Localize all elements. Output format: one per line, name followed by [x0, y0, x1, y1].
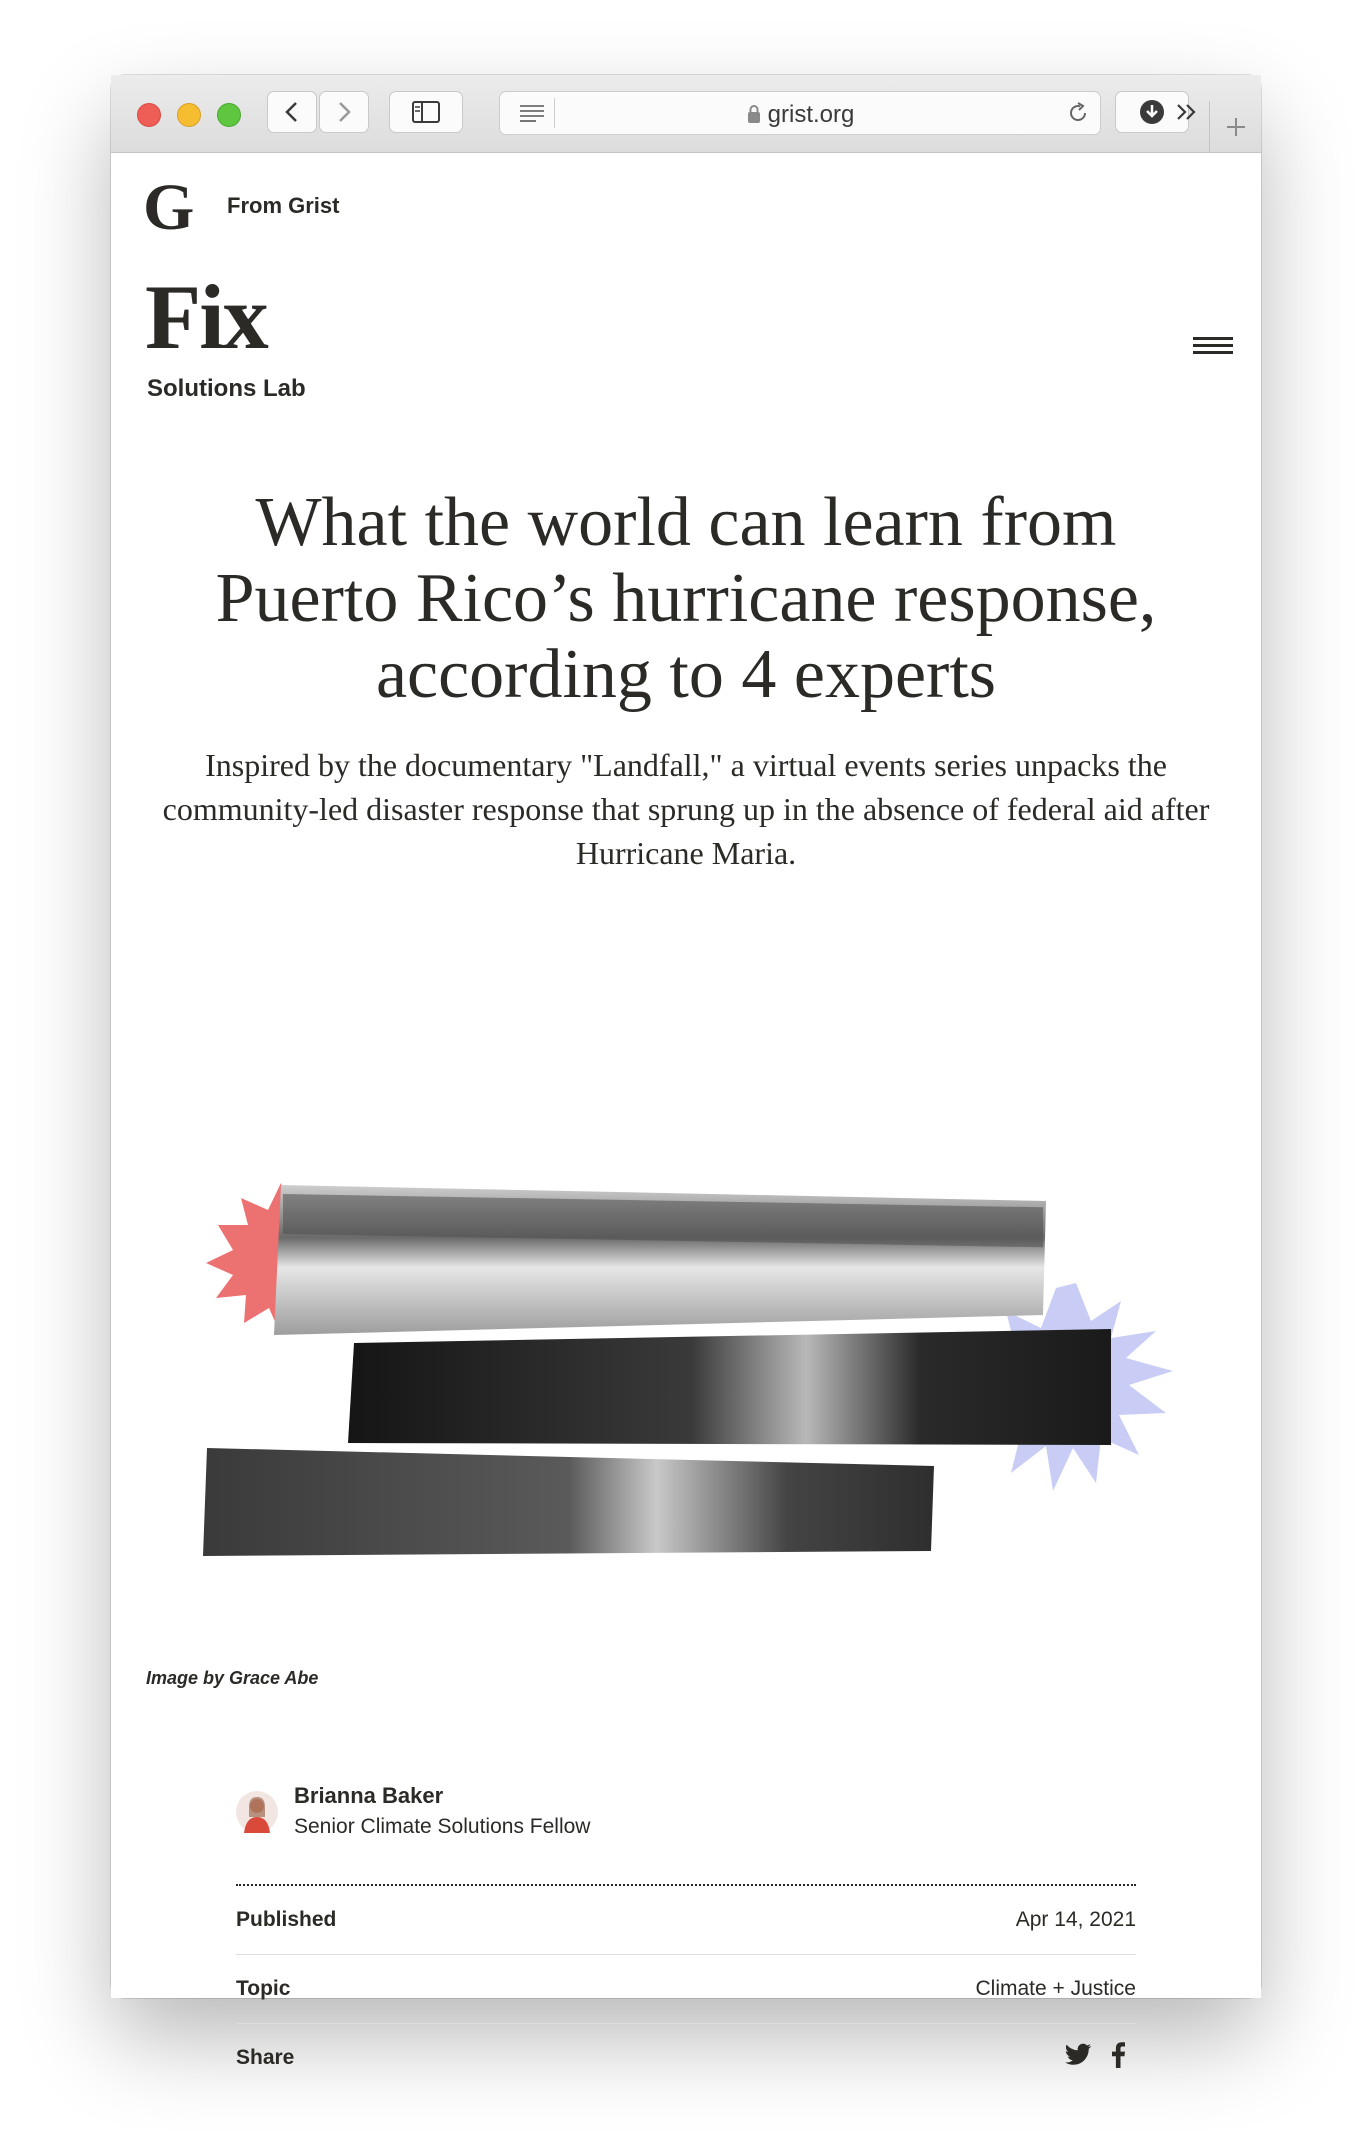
published-label: Published: [236, 1908, 337, 1931]
photo-strip-megaphone: [348, 1329, 1111, 1445]
share-row: [236, 2024, 1136, 2092]
published-row: [236, 1886, 1136, 1955]
plus-icon: [1224, 115, 1248, 139]
browser-toolbar: [111, 75, 1261, 153]
fix-subtitle: Solutions Lab: [147, 375, 306, 402]
chevron-left-icon: [282, 100, 302, 124]
url-text: grist.org: [767, 101, 855, 128]
from-grist-link[interactable]: From Grist: [227, 193, 340, 218]
sidebar-toggle-button[interactable]: [389, 91, 463, 133]
fix-logo[interactable]: Fix: [145, 266, 267, 368]
hamburger-menu-button[interactable]: [1193, 337, 1233, 361]
zoom-window-button[interactable]: [217, 103, 241, 127]
chevron-right-icon: [334, 100, 354, 124]
author-byline: [236, 1783, 1136, 1853]
article-dek: Inspired by the documentary "Landfall," a virtual events series unpacks the community-led disaster response that sprung up in the absence of federal aid after Hurricane Maria.: [162, 747, 1210, 871]
web-page: [111, 153, 1261, 2069]
author-role: Senior Climate Solutions Fellow: [294, 1815, 591, 1838]
published-date: Apr 14, 2021: [1015, 1908, 1136, 1931]
minimize-window-button[interactable]: [177, 103, 201, 127]
back-button[interactable]: [267, 91, 317, 133]
grist-logo[interactable]: G: [143, 171, 195, 244]
forward-button[interactable]: [319, 91, 369, 133]
author-name[interactable]: Brianna Baker: [294, 1783, 444, 1808]
close-window-button[interactable]: [137, 103, 161, 127]
person-icon: [236, 1791, 278, 1833]
image-caption: Image by Grace Abe: [146, 1668, 319, 1688]
new-tab-button[interactable]: [1209, 101, 1262, 152]
twitter-icon[interactable]: [1064, 2043, 1092, 2067]
article-meta: [236, 1884, 1136, 2092]
author-avatar[interactable]: [236, 1791, 278, 1833]
topic-label: Topic: [236, 1977, 291, 2000]
facebook-icon[interactable]: [1110, 2042, 1126, 2068]
photo-strip-planting-hands: [203, 1448, 934, 1556]
hamburger-icon: [1193, 337, 1233, 340]
lock-icon: [746, 104, 762, 124]
share-label: Share: [236, 2046, 295, 2069]
download-icon: [1138, 98, 1166, 126]
sidebar-icon: [411, 100, 441, 124]
article-headline: What the world can learn from Puerto Rico’s hurricane response, according to 4 experts: [215, 484, 1157, 713]
topic-row: [236, 1955, 1136, 2024]
browser-window: [111, 75, 1261, 2069]
double-chevron-right-icon: [1171, 99, 1201, 125]
address-bar[interactable]: [499, 91, 1101, 135]
reload-button[interactable]: [1066, 101, 1090, 130]
topic-link[interactable]: Climate + Justice: [975, 1977, 1136, 2000]
more-toolbar-items-button[interactable]: [1171, 99, 1211, 129]
reload-icon: [1066, 101, 1090, 125]
hero-collage-image: [111, 1053, 1261, 1593]
